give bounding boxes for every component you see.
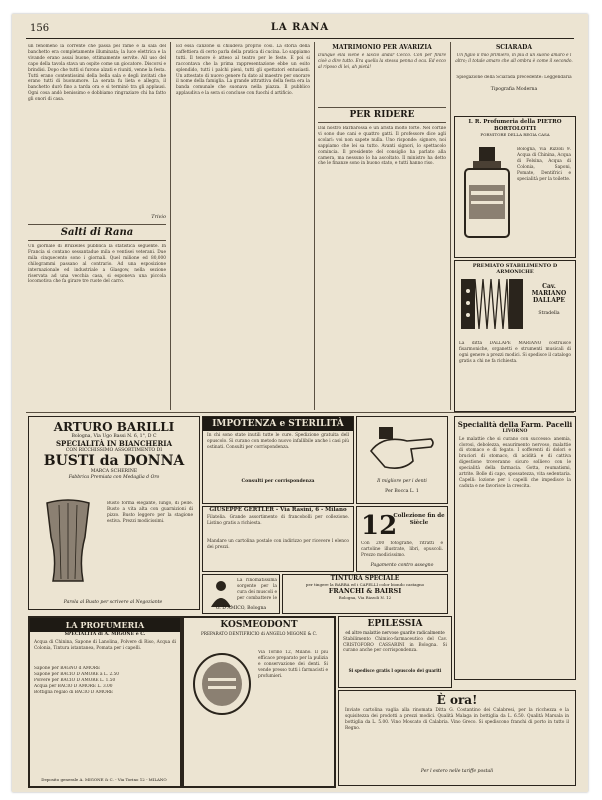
ad-title: GIUSEPPE GERTLER - Via Rasini, 6 - Milano [209, 507, 347, 513]
ad-note: Fabbrica Premiata con Medaglia d Oro [68, 474, 160, 480]
ad-subtitle: FORNITORE DELLA REGIA CASA [480, 132, 550, 137]
price-list [30, 666, 180, 696]
ad-text: La ditta DALLAPE MARIANO costruisce fisarmoniche, organetti e strumenti musicali di ogni genere a prezzi modici. Si spedisce il catalogo gratis a chi ne fa richiesta. [459, 341, 571, 364]
ad-subtitle: per tingere la BARBA ed i CAPELLI color biondo castagno [305, 582, 425, 587]
ad-text: Bologna, Via Rizzoli 9. Acqua di Chinina, Acqua di Felsina, Acqua di Colonia, Saponi, Pomate, Dentifrici e specialità per la toilette. [517, 147, 571, 182]
ad-title: Specialità della Farm. Pacelli [457, 420, 573, 429]
ad-text: In chi sono state inutili tutte le cure. Spedizione gratuita dell opuscolo. Si curano con metodo nuovo infallibile anche i casi più ostinati. Consulti per corrispondenza. [207, 433, 349, 450]
ad-title: TINTURA SPECIALE [330, 575, 400, 582]
ad-product: BUSTI da DONNA [43, 453, 185, 470]
price-item: Bottiglia regalo di BACIO D AMORE [34, 689, 114, 695]
page-number: 156 [30, 23, 50, 34]
poem-text: Dunque ella viene e lasciò andar Cecco. Con per finire cioè a dire tutto. Era quella la stessa penna d oca. Ed ecco al riposo di lei, ah pietà! [318, 53, 446, 70]
corset-figure-icon [35, 497, 101, 587]
column-two [176, 44, 310, 406]
section-title: PER RIDERE [349, 110, 415, 120]
price-item: Sapone per BAGNO d AMORE [34, 665, 101, 671]
ad-maker: G. D AMICO, Bologna [215, 606, 267, 612]
sciarada-text: Un figlio il mio primiero, in più d un suono amaro e l altro; il totale amaro che all ombra è come il secondo. [455, 53, 573, 64]
dentifrice-ad [356, 416, 448, 504]
ora-ad [338, 690, 576, 786]
ad-assortment: CON RICCHISSIMO ASSORTIMENTO DI [65, 447, 163, 453]
ad-subtitle: ed altre malattie nervose guarite radicalmente [345, 630, 445, 635]
page-header [26, 22, 574, 39]
ad-caption: Il migliore per i denti [377, 479, 427, 484]
section-text: Dal nostro Barbarossa è un arista molto forte. Nel cortile vi sono due cani e quattro gatti. Il professore dice agli scolari: voi non sapete nulla. Uno risponde: signore, noi sappiamo che lei sa tutto. Avanti signori, lo spettacolo comincia. Il presidente del consiglio ha parlato alla camera, ma nessuno lo ha ascoltato. Il ministro ha detto che le finanze sono in buono stato, e tutti hanno riso. [318, 126, 446, 167]
epilessia-ad [338, 616, 452, 688]
sciarada-title: SCIARADA [495, 44, 533, 51]
credit: Tipografia Moderna [490, 87, 538, 92]
ad-text: Stabilimento Chimico-farmaceutico del Cav. CRISTOFORO CASSARINI in Bologna. Si curano anche per corrispondenza. [343, 636, 447, 654]
column-one [28, 44, 166, 406]
ad-text: Inviate cartolina vaglia alla rinomata Ditta G. Costantino dei Calabresi, per la ricchezza e la squisitezza dei prodotti a prezzi modici. Qualità Malaga in bottiglia da L. 6.50. Qualità Marsala in bottiglia da L. 5.00. Vino Moscato di Calabria. Vino Greco. Si spediscono franchi di porto in tutto il Regno. [345, 708, 569, 731]
ad-title: KOSMEODONT [220, 620, 298, 630]
profumeria-ad [28, 616, 182, 788]
article-text: un fenomeno la corrente che passa pel rame e la sala del banchetto era completamente illuminata; la luce elettrica e la vivande erano assai buone, ottimamente servite. All uso del capo della tavola stava un ospite come un giocatore. Discorsi e brindisi. Dopo che tutti si furono alzati e riuniti, venne la festa. Tutti erano contentissimi della bella sala e degli invitati che erano tutti di buonumore. La serata fu lieta e allegra, il banchetto durò fino a tarda ora e si terminò tra gli applausi. Ogni cosa andò benissimo e dobbiamo ringraziare chi ha fatto gli onori di casa. [28, 44, 166, 103]
dental-jar-icon [190, 648, 254, 718]
figure-icon [207, 579, 235, 609]
ad-text: La rinomatissima sorgente per la cura dei muscoli e per combattere le [237, 578, 277, 601]
price-item: Polvere per BACIO D AMORE L. 1.50 [34, 677, 116, 683]
kosmeodont-ad [182, 616, 336, 788]
ad-text: Via Torino 12, Milano. Il più efficace preparato per la pulizia e conservazione dei denti. Si vende presso tutti i farmacisti e profumieri. [258, 650, 328, 679]
maker-name: Cav. MARIANO DALLAPE [531, 283, 567, 304]
ad-title: IMPOTENZA e STERILITÀ [203, 417, 353, 431]
bortolotti-ad [454, 116, 576, 258]
ad-caption-sub: Per Bocca L. 1 [385, 489, 419, 494]
gertler-ad [202, 506, 354, 572]
ad-footer: Per l estero nelle tariffe postali [420, 769, 494, 774]
ad-subtitle: PREPARATO DENTIFRICIO di ANGELO MIGONE & C. [200, 631, 318, 636]
article-text: Ed essa canzone si chiudeva proprio così. La storia della caffettiera di certo parla della pratica di cucina. Lo sappiamo tutti. Il tenore è atteso al teatro per le feste. E poi si raccontava che la prima rappresentazione ebbe un esito splendido, tutti i palchi pieni, tutti gli spettatori entusiasti. Un attestato di nuovo genere fu dato al maestro per onorare il nome della famiglia. La grande attrattiva della festa era la banda comunale che suonava nella piazza. Il pubblico applaudiva e la sera si concluse con fuochi d artificio. [176, 44, 310, 97]
column-three [318, 44, 446, 406]
ad-title: I. R. Profumeria della PIETRO BORTOLOTTI [468, 119, 562, 132]
newspaper-page [12, 14, 588, 792]
barilli-ad [28, 416, 200, 610]
ad-text: Le malattie che si curano con successo: anemia, clorosi, debolezza, esaurimento nervoso, malattie di stomaco e di fegato. I sofferenti di dolori e bruciori di stomaco, di acidità e di cattiva digestione troveranno sicuro sollievo con le specialità della farmacia. Gotta, reumatismi, artrite. Bolle di capo, spossatezza, vita sedentaria. Capelli: lozione per i capelli che impedisce la caduta e ne favorisce la crescita. [459, 436, 571, 489]
ad-footer: Deposito generale A. MIGONE & C. - Via Torino 12 - MILANO [41, 777, 167, 783]
column-rule [314, 42, 315, 410]
perfume-bottle-icon [459, 145, 515, 241]
solution-label: Spiegazione della Sciarada precedente: Leggendaria [456, 75, 572, 80]
ad-consult: Consulti per corrispondenza [241, 479, 315, 484]
column-rule [170, 42, 171, 410]
ad-specialty: SPECIALITÀ IN BIANCHERIA [56, 438, 172, 448]
ad-title: EPILESSIA [367, 619, 423, 629]
pacelli-ad [454, 416, 576, 680]
maker-city: Stradella [538, 311, 560, 316]
collezione-ad [356, 506, 448, 572]
ad-footer: Pagamento contro assegno [370, 563, 434, 569]
ad-city: Bologna, Via Rizzoli N. 12 [338, 595, 392, 600]
signature: Trivio [151, 214, 166, 220]
ad-title: LA PROFUMERIA [30, 618, 180, 632]
dallape-ad [454, 260, 576, 412]
price-item: Acqua per BACIO D AMORE L. 3.00 [34, 683, 113, 689]
ad-subtitle: SPECIALITÀ di A. MIGONE e C. [64, 632, 146, 637]
ad-text: Filatelia. Grande assortimento di francobolli per collezione. Listino gratis a richiesta. [207, 515, 349, 526]
ad-title: PREMIATO STABILIMENTO D ARMONICHE [472, 263, 558, 275]
ad-number: 12 [361, 511, 398, 541]
column-rule [450, 42, 451, 410]
masthead-title: LA RANA [270, 22, 330, 33]
ad-text: Busto forma elegante, lungo, di pelle. Busto a vita alta con guarnizioni di pizzo. Busto leggero per la stagione estiva. Prezzi modicissimi. [107, 501, 193, 524]
section-divider [26, 412, 574, 413]
ad-city: LIVORNO [502, 429, 528, 434]
ad-title: Collezione fin de Siècle [393, 513, 445, 526]
ad-title: È ora! [436, 693, 478, 707]
ad-text-secondary: Mandare un cartolina postale con indirizzo per ricevere l elenco dei prezzi. [207, 539, 349, 550]
ad-footer: Parola al Busto per scrivere al Negoziante [63, 600, 163, 606]
ad-title: ARTURO BARILLI [53, 420, 175, 434]
accordion-icon [459, 275, 525, 335]
ad-maker: FRANCHI & BAIRSI [328, 587, 402, 595]
pointing-hand-icon [367, 421, 437, 477]
tintura-ad [282, 574, 448, 614]
ad-address: Bologna, Via Ugo Bassi N. 6, 1°, D C [71, 434, 157, 439]
poem-title: MATRIMONIO PER AVARIZIA [332, 44, 432, 51]
impotenza-ad [202, 416, 354, 504]
ottagono-ad [202, 574, 280, 614]
ad-text: Acqua di Chinina, Sapone di Lanolina, Polvere di Riso, Acqua di Colonia, Tintura istantanea, Pomata per i capelli. [34, 639, 176, 651]
sciarada-box [454, 44, 574, 114]
price-item: Sapone per BACIO D AMORE a L. 2.50 [34, 671, 120, 677]
section-text: Un giornale di Bruxelles pubblica la statistica seguente. In Francia si contano sessantadue mila e ventisei veterani. Due mila cinquecento sono i giornali. Quel milione ed 80,000 chilogrammi passano al contrario. Ad una esposizione internazionale ed industriale a Glasgow, nella sezione riservata ad una vecchia casa, si esponeva una piccola locomotiva che fa girare tre ruote del carro. [28, 244, 166, 285]
ad-brand: MARCA SCHERINE [90, 469, 138, 475]
section-title: Salti di Rana [60, 227, 134, 238]
ad-footer: Si spedisce gratis l opuscolo dei guariti [348, 667, 442, 673]
ad-text: Con 200 fotografie, ritratti e cartoline illustrate, libri, opuscoli. Prezzo modicissimo. [361, 541, 443, 558]
